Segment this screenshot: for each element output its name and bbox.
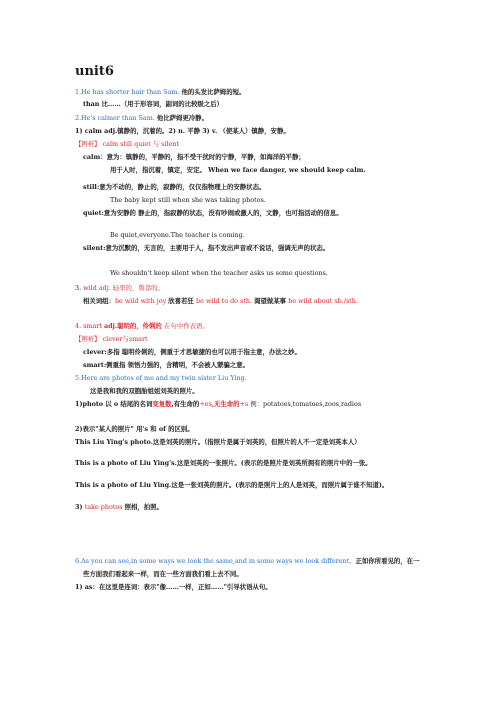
- text-line: [75, 438, 361, 447]
- text-segment: +es: [199, 400, 212, 408]
- text-line: [83, 297, 358, 306]
- text-segment: This Liu Ying's photo.这是刘英的照片。（指照片是属于刘英的，但照片的人不一定是刘英本人）: [75, 438, 361, 446]
- text-line: [110, 196, 266, 205]
- text-line: [75, 114, 208, 123]
- text-line: [75, 503, 163, 512]
- text-segment: still:意为不动的，静止的，寂静的，仅仅指物理上的安静状态。: [83, 183, 266, 191]
- text-segment: 渴望做某事: [254, 297, 289, 305]
- text-line: [75, 335, 148, 344]
- text-segment: 正如你所看见的，在一: [355, 557, 420, 565]
- text-segment: 2.He's calmer than Sam.: [75, 114, 157, 122]
- text-segment: Be quiet,everyone.The teacher is coming.: [110, 231, 245, 239]
- text-segment: 他比萨姆更冷静。: [156, 114, 208, 122]
- text-segment: 1.He has shorter hair than Sam.: [75, 88, 182, 96]
- text-segment: 欣喜若狂: [168, 297, 197, 305]
- text-line: [110, 269, 328, 278]
- text-segment: 在句中作表语。: [164, 322, 209, 330]
- text-segment: 4. smart: [75, 322, 104, 330]
- text-segment: 照相，拍照。: [124, 503, 163, 511]
- text-segment: 3.: [75, 284, 84, 292]
- text-line: [75, 284, 164, 293]
- text-segment: 【辨析】 clever与smart: [75, 335, 148, 343]
- text-line: [75, 374, 247, 383]
- text-line: [83, 183, 265, 192]
- text-segment: be wild about sb./sth.: [288, 297, 358, 305]
- text-line: [90, 387, 199, 396]
- text-segment: 他的头发比萨姆的短。: [181, 88, 246, 96]
- text-segment: The baby kept still when she was taking photos.: [110, 196, 266, 204]
- text-segment: 1)photo 以 o 结尾的名词: [75, 400, 153, 408]
- text-line: [75, 400, 361, 409]
- text-line: [83, 209, 343, 218]
- text-segment: silent:意为沉默的，无言的，主要用于人，指不发出声音或不说话，强调无声的状态。: [83, 244, 330, 252]
- text-line: [83, 570, 243, 579]
- text-segment: calm：意为：镇静的，平静的，指不受干扰时的宁静，平静，如海洋的平静；: [83, 153, 305, 161]
- text-line: [75, 425, 194, 434]
- text-segment: 6.As you can see,in some ways we look the same,and in some ways we look different。: [75, 557, 356, 565]
- text-segment: +s: [239, 400, 249, 408]
- text-line: [83, 100, 223, 109]
- text-segment: 5.Here are photos of me and my twin sister Liu Ying.: [75, 374, 247, 382]
- text-segment: 例：potatoes,tomatoes,zoos,radios: [248, 400, 362, 408]
- text-line: [75, 481, 388, 490]
- text-segment: than 比……（用于形容词，副词的比较级之后）: [83, 100, 224, 108]
- text-segment: ,无生命的: [211, 400, 240, 408]
- text-line: [75, 557, 419, 566]
- text-line: [75, 88, 245, 97]
- text-line: [110, 166, 366, 175]
- text-segment: 2)表示"某人的照片" 用's 和 of 的区别。: [75, 425, 194, 433]
- text-segment: smart:侧重指 领悟力强的，含精明，不会被人蒙骗之意。: [83, 361, 249, 369]
- text-segment: be wild to do sth.: [196, 297, 255, 305]
- text-line: [75, 459, 372, 468]
- text-line: [75, 140, 179, 149]
- text-line: [75, 127, 290, 136]
- text-segment: 相关词组：: [83, 297, 115, 305]
- text-line: [83, 348, 301, 357]
- text-segment: This is a photo of Liu Ying.这是一张刘英的照片。(表示的是照片上的人是刘英，而照片属于谁不知道)。: [75, 481, 389, 489]
- text-segment: ,有生命的: [171, 400, 200, 408]
- text-segment: adj.聪明的，伶俐的: [103, 322, 165, 330]
- text-line: [75, 583, 272, 592]
- text-segment: 1) as：在这里是连词：表示"像……一样，正如……"引导状语从句。: [75, 583, 272, 591]
- text-line: [75, 322, 209, 331]
- text-segment: We shouldn't keep silent when the teacher asks us some questions.: [110, 269, 328, 277]
- page-title: unit6: [75, 64, 114, 79]
- text-segment: 变复数: [152, 400, 172, 408]
- text-line: [83, 361, 249, 370]
- text-segment: 这是我和我的双胞胎姐姐刘英的照片。: [90, 387, 199, 395]
- text-line: [83, 153, 305, 162]
- text-segment: 些方面我们看起来一样，而在一些方面我们看上去不同。: [83, 570, 243, 578]
- text-segment: 用于人时，指沉着，镇定，安定。 When we face danger, we should keep calm.: [110, 166, 366, 174]
- text-segment: be wild with joy: [114, 297, 169, 305]
- text-segment: quiet:意为安静的 静止的，指寂静的状态，没有吵闹或激人的，文静，也可指活动的信息。: [83, 209, 343, 217]
- text-segment: take photos: [84, 503, 125, 511]
- text-segment: 【辨析】 calm still quiet 与 silent: [75, 140, 180, 148]
- text-segment: 3): [75, 503, 85, 511]
- text-line: [110, 231, 245, 240]
- text-segment: wild adj. 轻率的，鲁莽的。: [83, 284, 164, 292]
- text-segment: This is a photo of Liu Ying's.这是刘英的一张照片。(表示的是照片是刘英所拥有的照片中的一张。: [75, 459, 372, 467]
- text-segment: clever:多指 聪明伶俐的，侧重于才思敏捷的也可以用于指主意，办法之妙。: [83, 348, 301, 356]
- text-segment: 1) calm adj.镇静的，沉着的。2) n. 平静 3) v. （使某人）镇静，安静。: [75, 127, 290, 135]
- text-line: [83, 244, 329, 253]
